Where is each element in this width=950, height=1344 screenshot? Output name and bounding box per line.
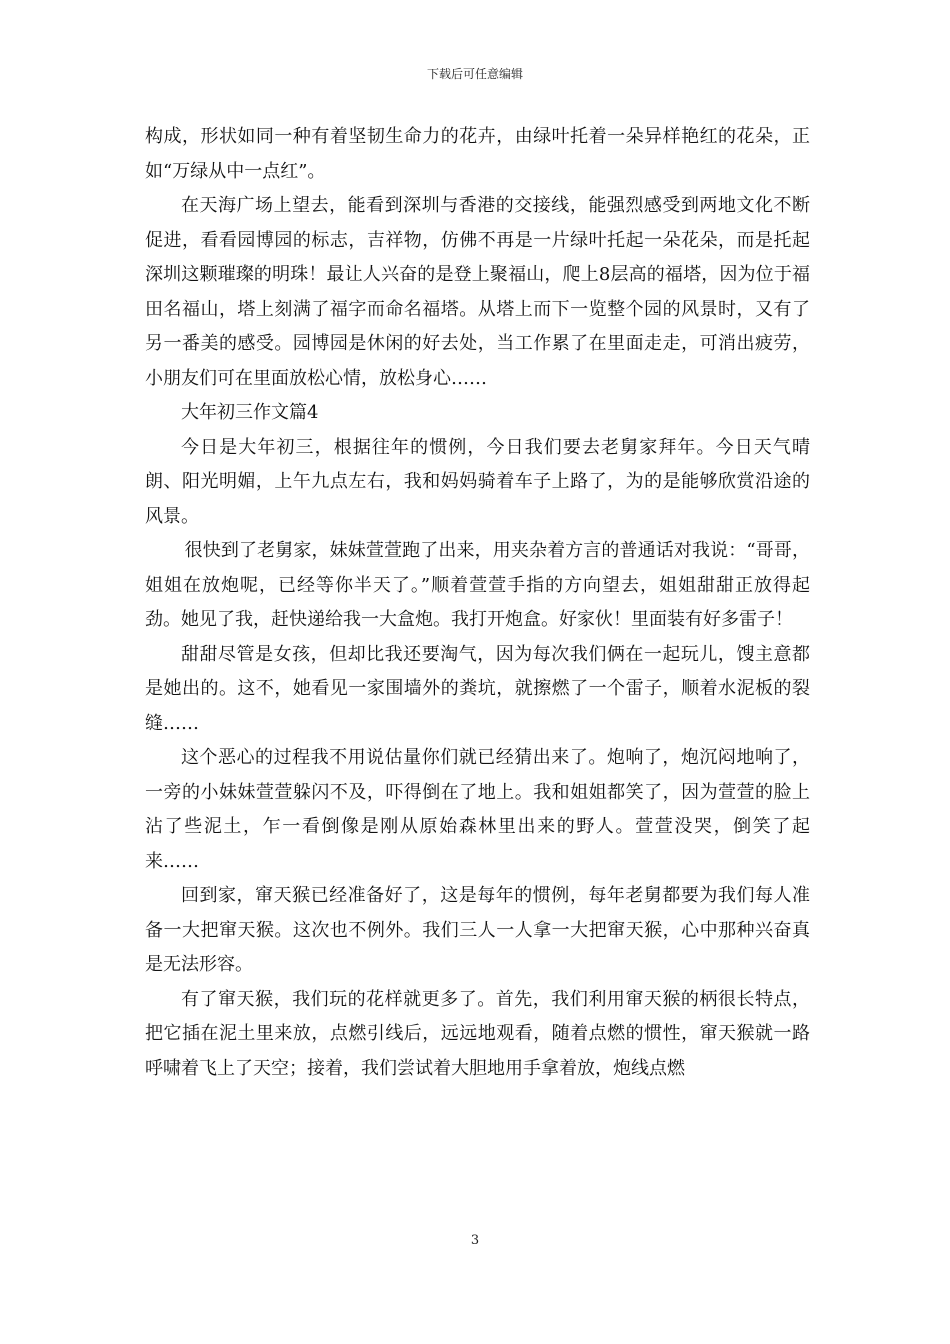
paragraph-intro: 今日是大年初三，根据往年的惯例，今日我们要去老舅家拜年。今日天气晴朗、阳光明媚，上午九点左右，我和妈妈骑着车子上路了，为的是能够欣赏沿途的风景。 xyxy=(145,436,810,527)
document-body xyxy=(145,120,810,1086)
paragraph-arrival: 很快到了老舅家，妹妹萱萱跑了出来，用夹杂着方言的普通话对我说：“哥哥，姐姐在放炮呢，已经等你半天了。”顺着萱萱手指的方向望去，姐姐甜甜正放得起劲。她见了我，赶快递给我一大盒炮。我打开炮盒。好家伙！里面装有好多雷子！ xyxy=(145,540,810,630)
paragraph-park-description: 在天海广场上望去，能看到深圳与香港的交接线，能强烈感受到两地文化不断促进，看看园博园的标志，吉祥物，仿佛不再是一片绿叶托起一朵花朵，而是托起深圳这颗璀璨的明珠！最让人兴奋的是登上聚福山，爬上8层高的福塔，因为位于福田名福山，塔上刻满了福字而命名福塔。从塔上而下一览整个园的风景时，又有了另一番美的感受。园博园是休闲的好去处，当工作累了在里面走走，可消出疲劳，小朋友们可在里面放松心情，放松身心…… xyxy=(145,195,810,389)
paragraph-play: 有了窜天猴，我们玩的花样就更多了。首先，我们利用窜天猴的柄很长特点，把它插在泥土里来放，点燃引线后，远远地观看，随着点燃的惯性，窜天猴就一路呼啸着飞上了天空；接着，我们尝试着大胆地用手拿着放，炮线点燃 xyxy=(145,988,810,1079)
section-heading: 大年初三作文篇4 xyxy=(181,402,319,423)
paragraph-rockets: 回到家，窜天猴已经准备好了，这是每年的惯例，每年老舅都要为我们每人准备一大把窜天猴。这次也不例外。我们三人一人拿一大把窜天猴，心中那种兴奋真是无法形容。 xyxy=(145,885,810,975)
paragraph-tiantian: 甜甜尽管是女孩，但却比我还要淘气，因为每次我们俩在一起玩儿，馊主意都是她出的。这不，她看见一家围墙外的粪坑，就擦燃了一个雷子，顺着水泥板的裂缝…… xyxy=(145,643,810,734)
page-number: 3 xyxy=(470,1233,480,1248)
paragraph-firecracker: 这个恶心的过程我不用说估量你们就已经猜出来了。炮响了，炮沉闷地响了，一旁的小妹妹萱萱躲闪不及，吓得倒在了地上。我和姐姐都笑了，因为萱萱的脸上沾了些泥土，乍一看倒像是刚从原始森林里出来的野人。萱萱没哭，倒笑了起来…… xyxy=(145,747,810,872)
paragraph-continuation: 构成，形状如同一种有着坚韧生命力的花卉，由绿叶托着一朵异样艳红的花朵，正如“万绿从中一点红”。 xyxy=(145,126,810,182)
page-header: 下载后可任意编辑 xyxy=(426,67,523,81)
